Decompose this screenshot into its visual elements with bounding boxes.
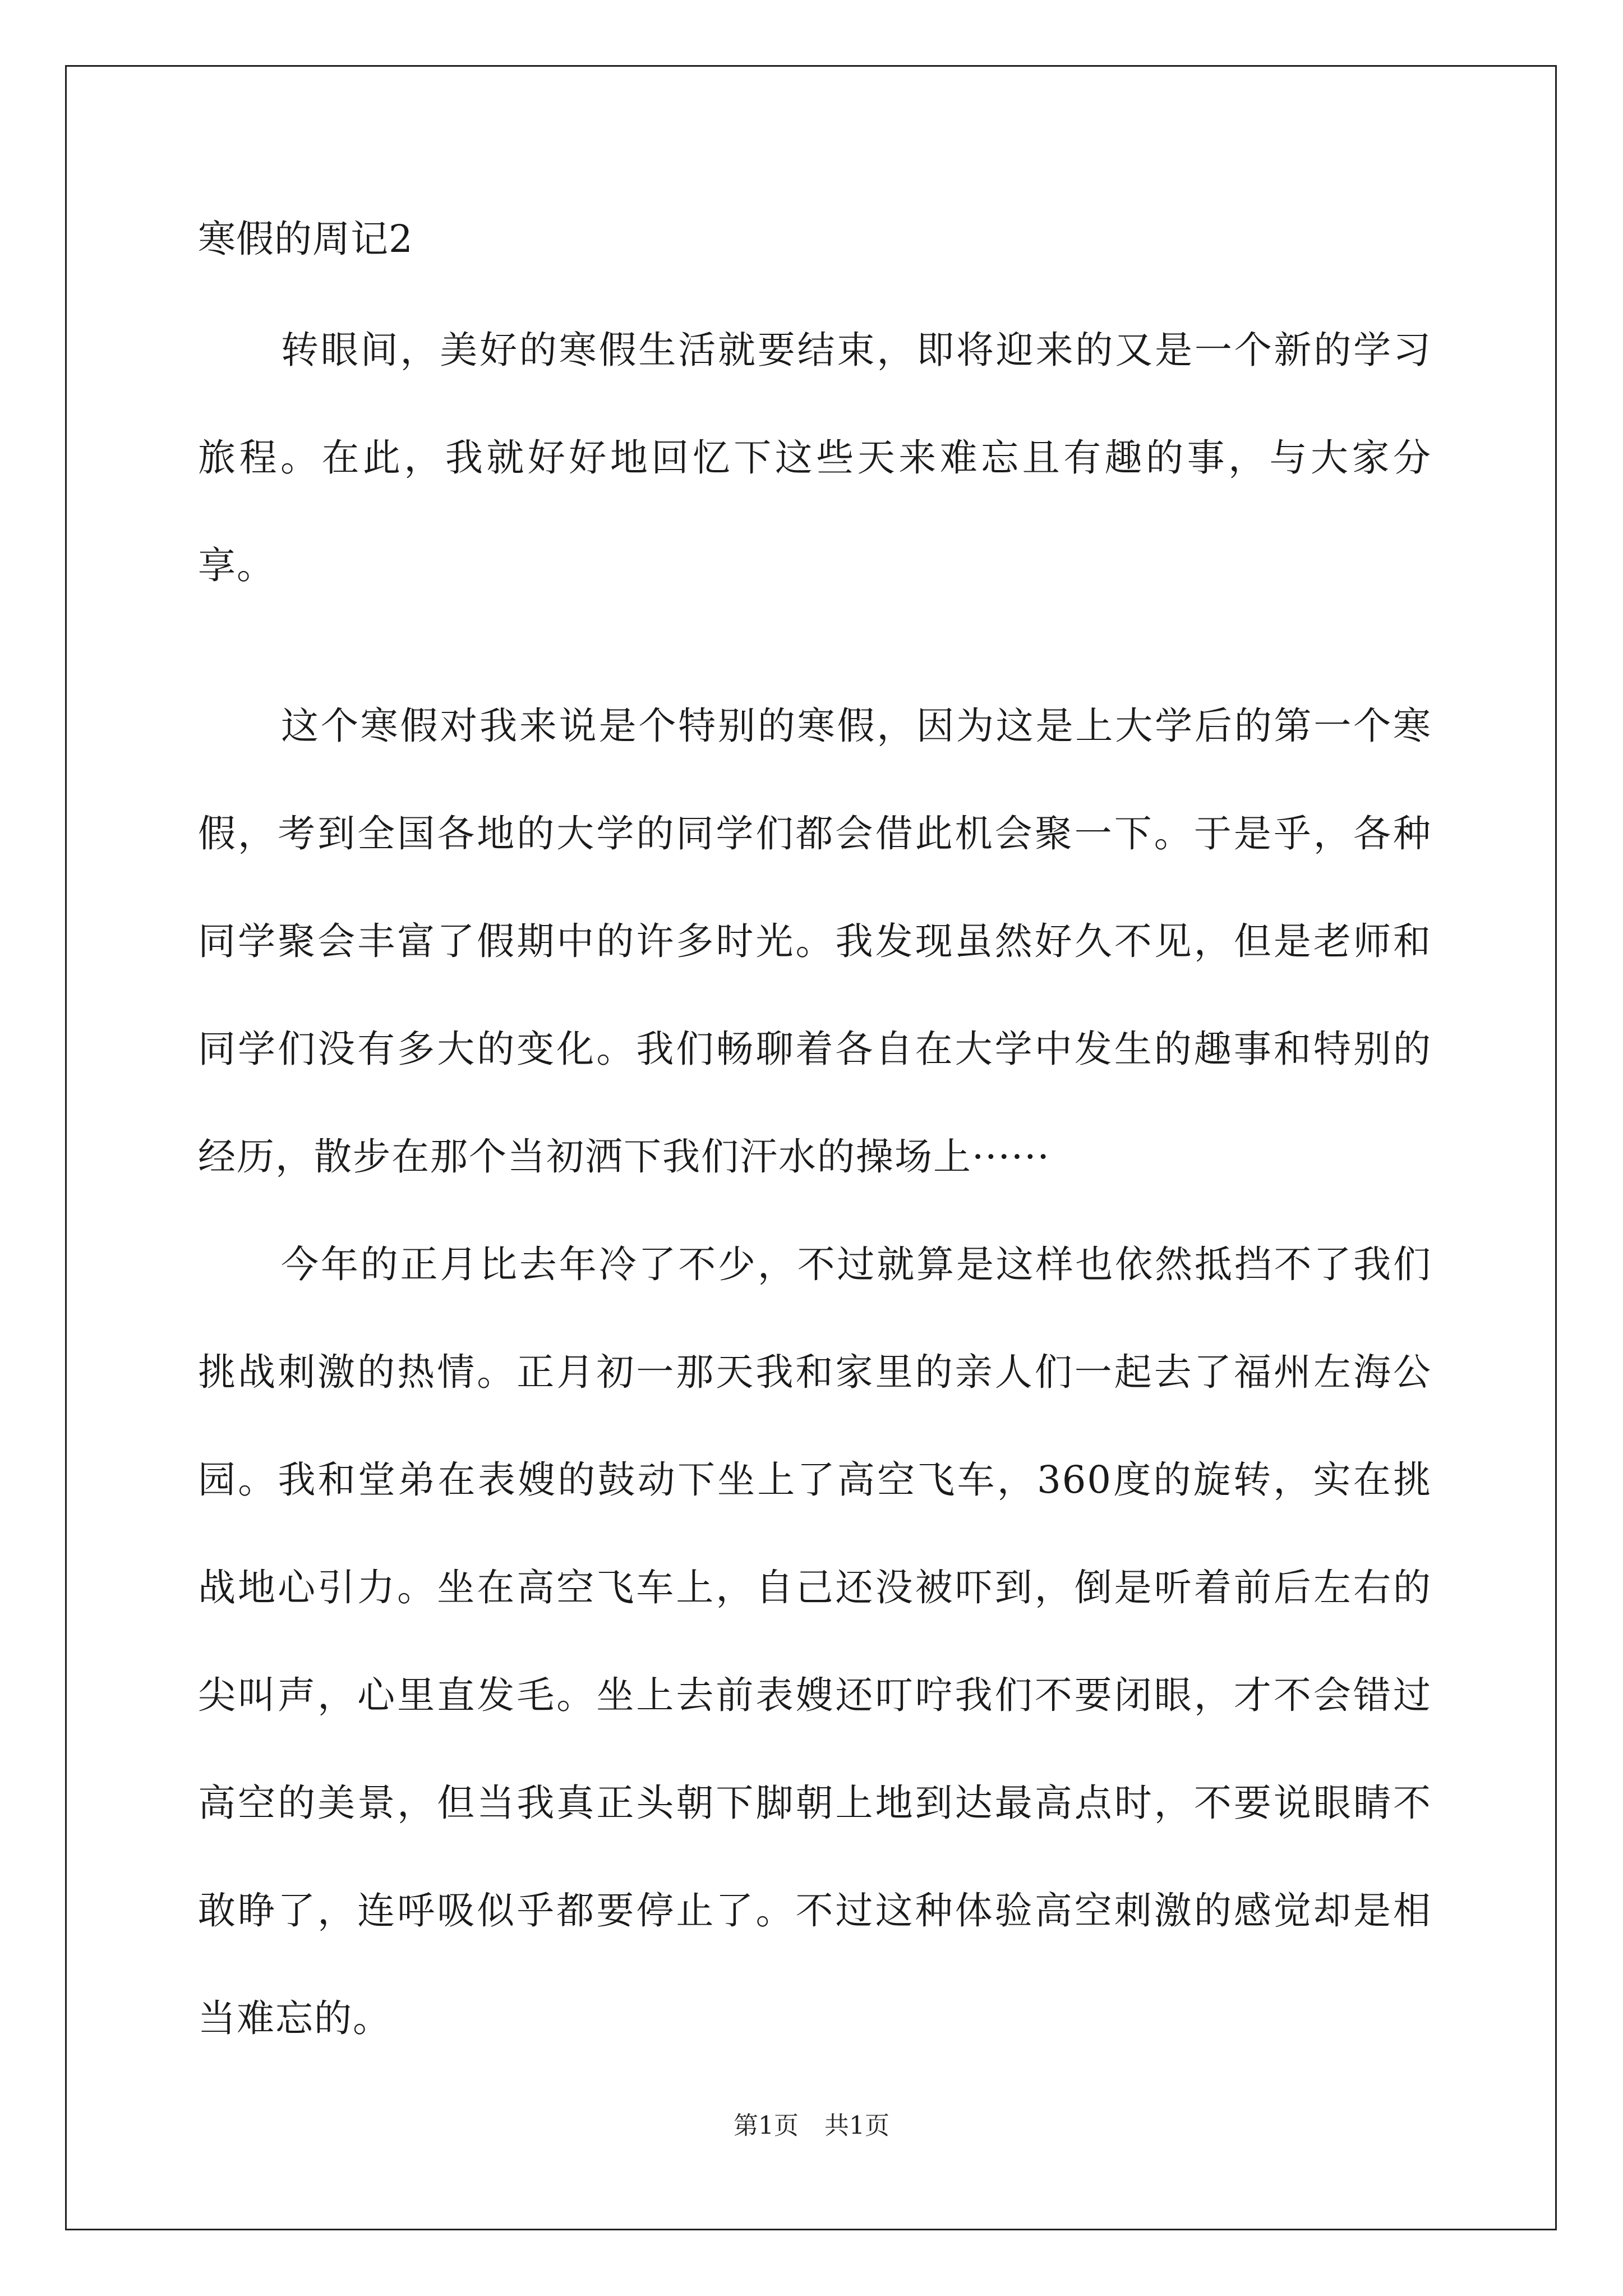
page-total: 共1页 [824, 2111, 889, 2140]
paragraph-1: 转眼间，美好的寒假生活就要结束，即将迎来的又是一个新的学习旅程。在此，我就好好地回忆下这些天来难忘且有趣的事，与大家分享。 [198, 328, 1432, 587]
document-title: 寒假的周记2 [198, 217, 413, 261]
document-body [198, 213, 1432, 2072]
page-number: 第1页 [734, 2111, 799, 2140]
paragraph-3: 今年的正月比去年冷了不少，不过就算是这样也依然抵挡不了我们挑战刺激的热情。正月初一那天我和家里的亲人们一起去了福州左海公园。我和堂弟在表嫂的鼓动下坐上了高空飞车，360度的旋转，实在挑战地心引力。坐在高空飞车上，自己还没被吓到，倒是听着前后左右的尖叫声，心里直发毛。坐上去前表嫂还叮咛我们不要闭眼，才不会错过高空的美景，但当我真正头朝下脚朝上地到达最高点时，不要说眼睛不敢睁了，连呼吸似乎都要停止了。不过这种体验高空刺激的感觉却是相当难忘的。 [198, 1242, 1432, 2040]
page-footer [0, 2111, 1623, 2140]
paragraph-2: 这个寒假对我来说是个特别的寒假，因为这是上大学后的第一个寒假，考到全国各地的大学的同学们都会借此机会聚一下。于是乎，各种同学聚会丰富了假期中的许多时光。我发现虽然好久不见，但是老师和同学们没有多大的变化。我们畅聊着各自在大学中发生的趣事和特别的经历，散步在那个当初洒下我们汗水的操场上······ [198, 703, 1432, 1179]
